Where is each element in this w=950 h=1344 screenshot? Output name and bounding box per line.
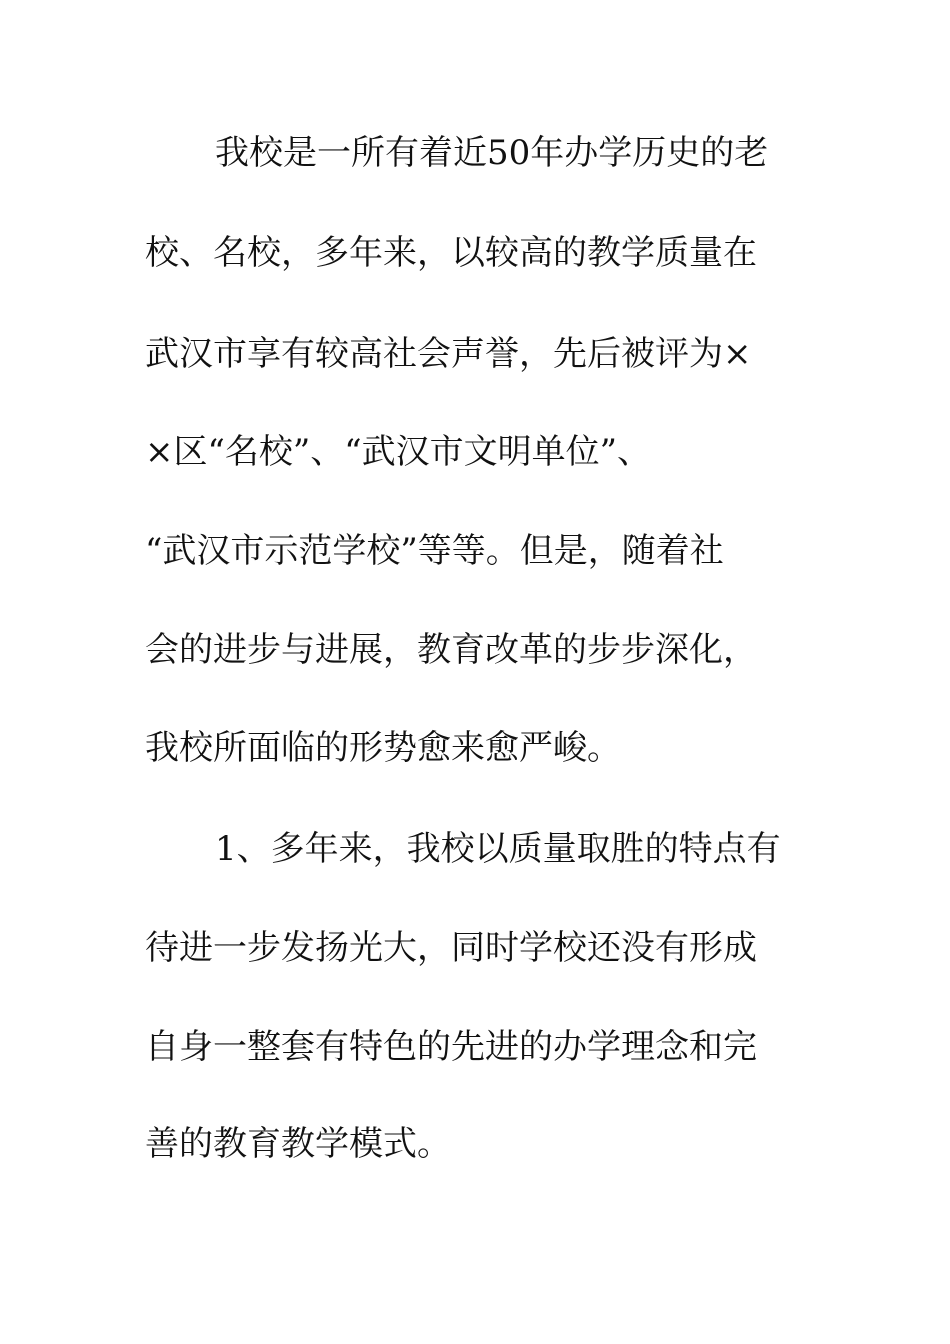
text-line: 待进一步发扬光大，同时学校还没有形成: [145, 928, 757, 968]
text-line: “武汉市示范学校”等等。但是，随着社: [145, 531, 724, 571]
text-line: ×区“名校”、“武汉市文明单位”、: [145, 432, 652, 472]
text-line: 校、名校，多年来，以较高的教学质量在: [145, 233, 757, 273]
text-line: 会的进步与进展，教育改革的步步深化，: [145, 630, 757, 670]
text-line: 自身一整套有特色的先进的办学理念和完: [145, 1027, 757, 1067]
text-line: 我校所面临的形势愈来愈严峻。: [145, 728, 621, 768]
text-line: 武汉市享有较高社会声誉，先后被评为×: [145, 334, 752, 374]
text-line: 我校是一所有着近50年办学历史的老: [215, 133, 769, 173]
text-line: 1、多年来，我校以质量取胜的特点有: [215, 829, 781, 869]
text-line: 善的教育教学模式。: [145, 1124, 451, 1164]
